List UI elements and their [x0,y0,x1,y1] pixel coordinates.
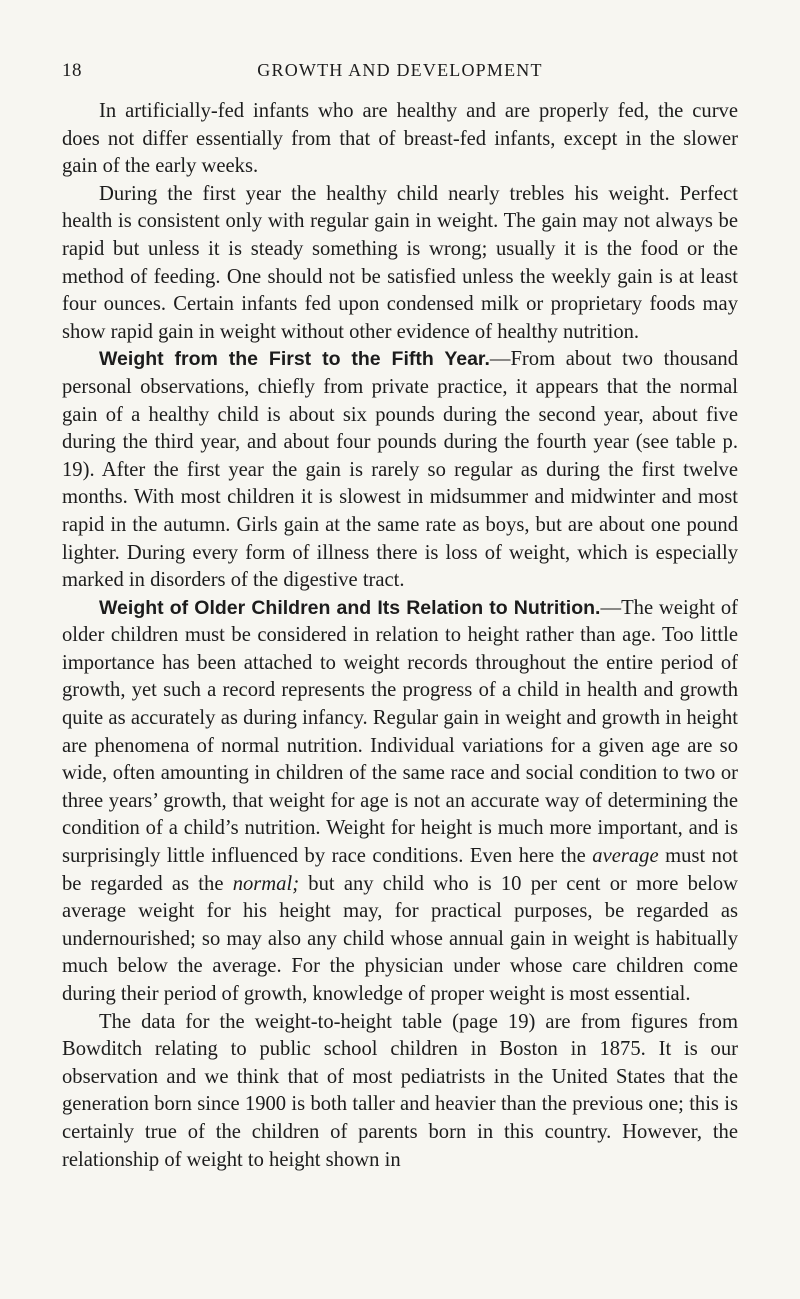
page-number: 18 [62,60,82,81]
body-text [62,98,738,1174]
emphasis-average: average [592,845,659,868]
paragraph-text: must not be regarded as the [62,845,738,895]
paragraph-bowditch-data: The data for the weight-to-height table (page 19) are from figures from Bowditch relating to public school children in Boston in 1875. It is our observation and we think that of most pediatrists in the United States that the generation born since 1900 is both taller and heavier than the previous one; this is certainly true of the children of parents born in this country. However, the relationship of weight to height shown in [62,1010,738,1171]
emphasis-normal: normal; [232,872,300,895]
section-heading-first-to-fifth-year: Weight from the First to the Fifth Year. [99,348,490,371]
paragraph-text: —The weight of older children must be considered in relation to height rather than age. Too little importance has been attached to weight records throughout the entire period of growth, yet such a record represents the progress of a child in health and growth quite as accurately as during infancy. Regular gain in weight and growth in height are phenomena of normal nutrition. Individual variations for a given age are so wide, often amounting in children of the same race and social condition to two or three years’ growth, that weight for age is not an accurate way of determining the condition of a child’s nutrition. Weight for height is much more important, and is surprisingly little influenced by race conditions. Even here the [62,596,738,868]
section-heading-older-children: Weight of Older Children and Its Relation to Nutrition. [99,596,601,619]
paragraph-text: but any child who is 10 per cent or more below average weight for his height may, for practical purposes, be regarded as undernourished; so may also any child whose annual gain in weight is habitually much below the average. For the physician under whose care children come during their period of growth, knowledge of proper weight is most essential. [62,872,739,1005]
paragraph-artificial-feeding: In artificially-fed infants who are healthy and are properly fed, the curve does not differ essentially from that of breast-fed infants, except in the slower gain of the early weeks. [62,100,738,178]
paragraph-text: —From about two thousand personal observations, chiefly from private practice, it appears that the normal gain of a healthy child is about six pounds during the second year, about five during the third year, and about four pounds during the fourth year (see table p. 19). After the first year the gain is rarely so regular as during the first twelve months. With most children it is slowest in midsummer and midwinter and most rapid in the autumn. Girls gain at the same rate as boys, but are about one pound lighter. During every form of illness there is loss of weight, which is especially marked in disorders of the digestive tract. [62,348,738,592]
running-head [62,60,738,86]
running-title: GROWTH AND DEVELOPMENT [257,60,543,80]
paragraph-first-year: During the first year the healthy child nearly trebles his weight. Perfect health is consistent only with regular gain in weight. The gain may not always be rapid but unless it is steady something is wrong; usually it is the food or the method of feeding. One should not be satisfied unless the weekly gain is at least four ounces. Certain infants fed upon condensed milk or proprietary foods may show rapid gain in weight without other evidence of healthy nutrition. [62,182,738,343]
paragraph-first-to-fifth-year [62,346,738,594]
paragraph-older-children [62,595,738,1009]
